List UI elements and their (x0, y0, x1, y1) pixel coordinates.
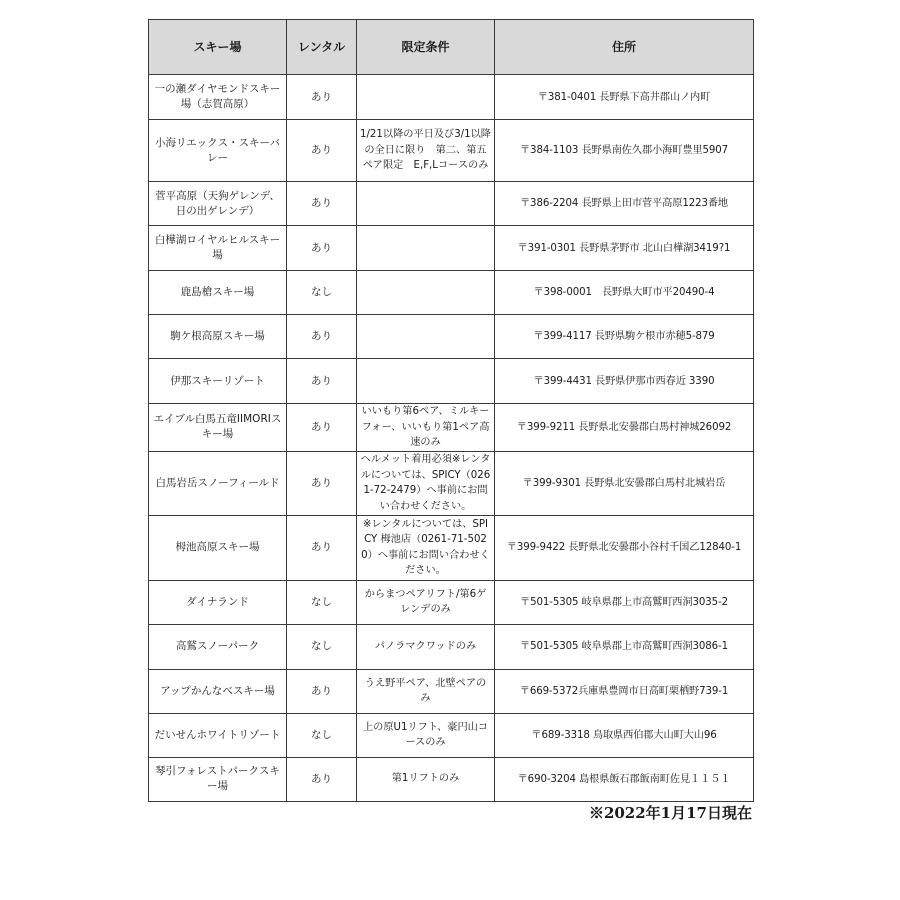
cell-ski-resort: 白馬岩岳スノーフィールド (149, 451, 287, 515)
as-of-date-note: ※2022年1月17日現在 (588, 804, 752, 822)
cell-rental: あり (287, 669, 357, 713)
cell-condition (357, 226, 495, 271)
table-row (149, 315, 754, 359)
table-row (149, 669, 754, 713)
cell-address: 〒398-0001 長野県大町市平20490-4 (495, 271, 754, 315)
table-row (149, 451, 754, 515)
cell-ski-resort: 一の瀬ダイヤモンドスキー場（志賀高原） (149, 75, 287, 120)
table-row (149, 404, 754, 452)
cell-address: 〒399-9211 長野県北安曇郡白馬村神城26092 (495, 404, 754, 452)
cell-condition: ヘルメット着用必須※レンタルについては、SPICY（0261-72-2479）へ事前にお問い合わせください。 (357, 451, 495, 515)
cell-condition (357, 182, 495, 226)
cell-condition: いいもり第6ペア、ミルキーフォー、いいもり第1ペア高速のみ (357, 404, 495, 452)
cell-rental: なし (287, 624, 357, 669)
header-address: 住所 (495, 20, 754, 75)
cell-rental: あり (287, 182, 357, 226)
cell-ski-resort: だいせんホワイトリゾート (149, 713, 287, 757)
cell-condition: うえ野平ペア、北壁ペアのみ (357, 669, 495, 713)
table-row (149, 515, 754, 580)
cell-rental: あり (287, 315, 357, 359)
cell-condition (357, 271, 495, 315)
table-row (149, 182, 754, 226)
cell-address: 〒501-5305 岐阜県郡上市高鷲町西洞3086-1 (495, 624, 754, 669)
cell-ski-resort: 小海リエックス・スキーバレー (149, 120, 287, 182)
cell-rental: なし (287, 713, 357, 757)
table-row (149, 624, 754, 669)
header-ski-resort: スキー場 (149, 20, 287, 75)
cell-condition: 1/21以降の平日及び3/1以降の全日に限り 第二、第五ペア限定 E,F,Lコースのみ (357, 120, 495, 182)
table-row (149, 580, 754, 624)
cell-address: 〒690-3204 島根県飯石郡飯南町佐見１１５１ (495, 757, 754, 801)
table-row (149, 120, 754, 182)
table-row (149, 75, 754, 120)
cell-ski-resort: 琴引フォレストパークスキー場 (149, 757, 287, 801)
cell-address: 〒399-9301 長野県北安曇郡白馬村北城岩岳 (495, 451, 754, 515)
table-row (149, 226, 754, 271)
cell-address: 〒399-9422 長野県北安曇郡小谷村千国乙12840-1 (495, 515, 754, 580)
cell-ski-resort: 白樺湖ロイヤルヒルスキー場 (149, 226, 287, 271)
table-row (149, 359, 754, 404)
cell-ski-resort: 鹿島槍スキー場 (149, 271, 287, 315)
cell-address: 〒391-0301 長野県茅野市 北山白樺湖3419?1 (495, 226, 754, 271)
cell-ski-resort: エイブル白馬五竜IIMORIスキー場 (149, 404, 287, 452)
cell-address: 〒381-0401 長野県下高井郡山ノ内町 (495, 75, 754, 120)
cell-condition: 第1リフトのみ (357, 757, 495, 801)
cell-condition: 上の原U1リフト、豪円山コースのみ (357, 713, 495, 757)
cell-address: 〒384-1103 長野県南佐久郡小海町豊里5907 (495, 120, 754, 182)
cell-rental: あり (287, 75, 357, 120)
cell-condition: パノラマクワッドのみ (357, 624, 495, 669)
cell-condition: ※レンタルについては、SPICY 栂池店（0261-71-5020）へ事前にお問い合わせください。 (357, 515, 495, 580)
cell-ski-resort: 駒ケ根高原スキー場 (149, 315, 287, 359)
cell-rental: なし (287, 271, 357, 315)
header-rental: レンタル (287, 20, 357, 75)
cell-rental: なし (287, 580, 357, 624)
cell-address: 〒399-4431 長野県伊那市西春近 3390 (495, 359, 754, 404)
table-row (149, 757, 754, 801)
cell-ski-resort: アップかんなべスキー場 (149, 669, 287, 713)
cell-ski-resort: 伊那スキーリゾート (149, 359, 287, 404)
cell-condition (357, 315, 495, 359)
cell-address: 〒386-2204 長野県上田市菅平高原1223番地 (495, 182, 754, 226)
cell-rental: あり (287, 451, 357, 515)
cell-condition (357, 359, 495, 404)
cell-rental: あり (287, 120, 357, 182)
cell-condition: からまつペアリフト/第6ゲレンデのみ (357, 580, 495, 624)
cell-address: 〒399-4117 長野県駒ケ根市赤穂5-879 (495, 315, 754, 359)
cell-rental: あり (287, 404, 357, 452)
cell-rental: あり (287, 359, 357, 404)
table-row (149, 271, 754, 315)
cell-ski-resort: ダイナランド (149, 580, 287, 624)
table-row (149, 713, 754, 757)
cell-condition (357, 75, 495, 120)
cell-rental: あり (287, 757, 357, 801)
cell-ski-resort: 高鷲スノーパーク (149, 624, 287, 669)
table-header-row (149, 20, 754, 75)
cell-address: 〒501-5305 岐阜県郡上市高鷲町西洞3035-2 (495, 580, 754, 624)
cell-rental: あり (287, 226, 357, 271)
cell-ski-resort: 菅平高原（天狗ゲレンデ、日の出ゲレンデ） (149, 182, 287, 226)
cell-rental: あり (287, 515, 357, 580)
cell-ski-resort: 栂池高原スキー場 (149, 515, 287, 580)
cell-address: 〒689-3318 鳥取県西伯郡大山町大山96 (495, 713, 754, 757)
ski-resort-table (148, 19, 754, 802)
header-condition: 限定条件 (357, 20, 495, 75)
cell-address: 〒669-5372兵庫県豊岡市日高町栗栖野739-1 (495, 669, 754, 713)
